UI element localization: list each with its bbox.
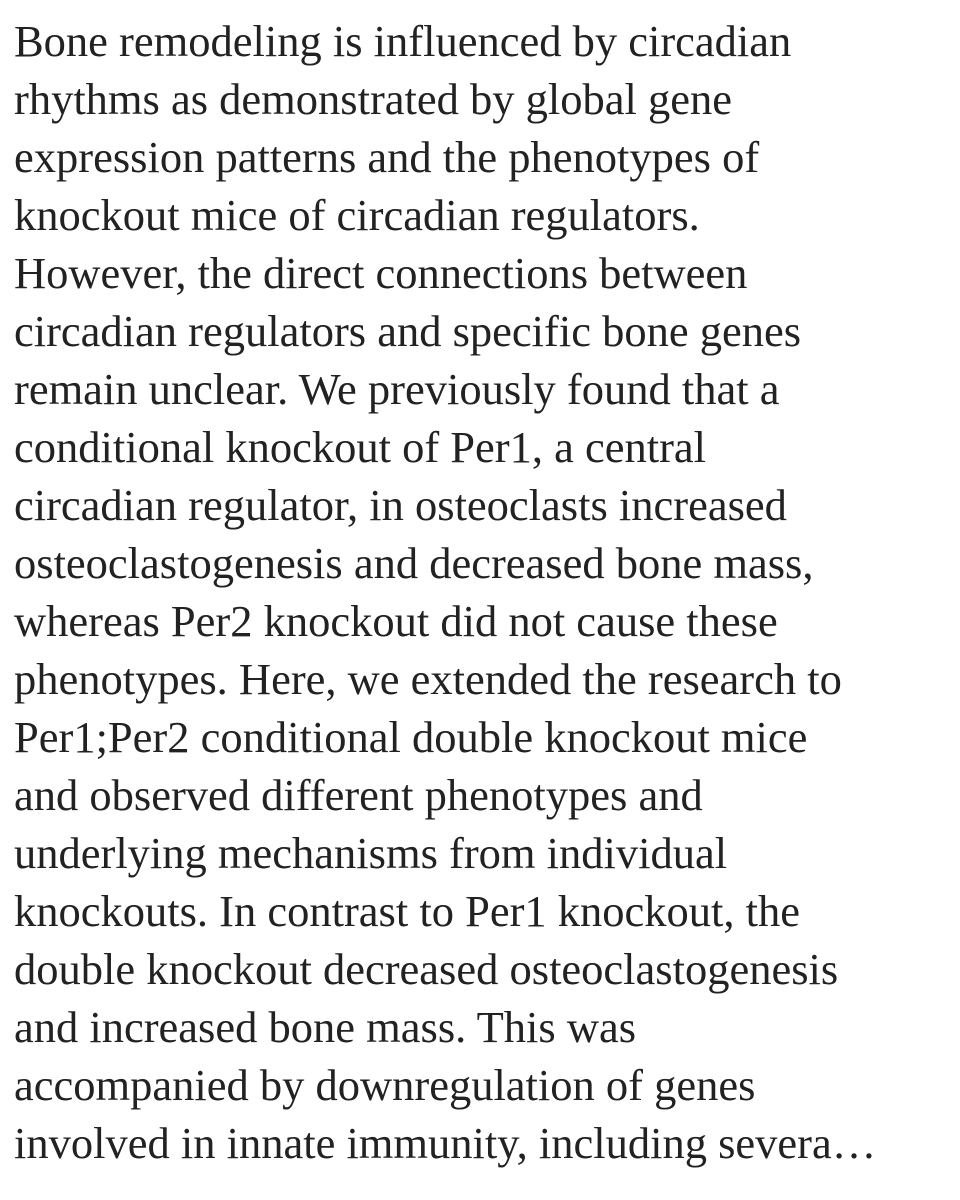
abstract-line: conditional knockout of Per1, a central: [14, 422, 707, 472]
abstract-line: and increased bone mass. This was: [14, 1002, 637, 1052]
abstract-line: knockouts. In contrast to Per1 knockout, the: [14, 886, 801, 936]
abstract-line: rhythms as demonstrated by global gene: [14, 74, 733, 124]
abstract-line: involved in innate immunity, including severa…: [14, 1118, 877, 1168]
abstract-line: Per1;Per2 conditional double knockout mice: [14, 712, 808, 762]
abstract-line: double knockout decreased osteoclastogenesis: [14, 944, 839, 994]
abstract-line: expression patterns and the phenotypes of: [14, 132, 760, 182]
abstract-line: circadian regulator, in osteoclasts increased: [14, 480, 787, 530]
abstract-line: phenotypes. Here, we extended the research to: [14, 654, 842, 704]
abstract-line: circadian regulators and specific bone genes: [14, 306, 802, 356]
abstract-line: accompanied by downregulation of genes: [14, 1060, 756, 1110]
abstract-line: remain unclear. We previously found that a: [14, 364, 780, 414]
abstract-line: and observed different phenotypes and: [14, 770, 703, 820]
abstract-text: [14, 12, 954, 1172]
abstract-line: However, the direct connections between: [14, 248, 748, 298]
abstract-line: whereas Per2 knockout did not cause these: [14, 596, 778, 646]
abstract-line: osteoclastogenesis and decreased bone mass,: [14, 538, 814, 588]
abstract-line: Bone remodeling is influenced by circadian: [14, 16, 792, 66]
abstract-line: knockout mice of circadian regulators.: [14, 190, 700, 240]
abstract-line: underlying mechanisms from individual: [14, 828, 728, 878]
